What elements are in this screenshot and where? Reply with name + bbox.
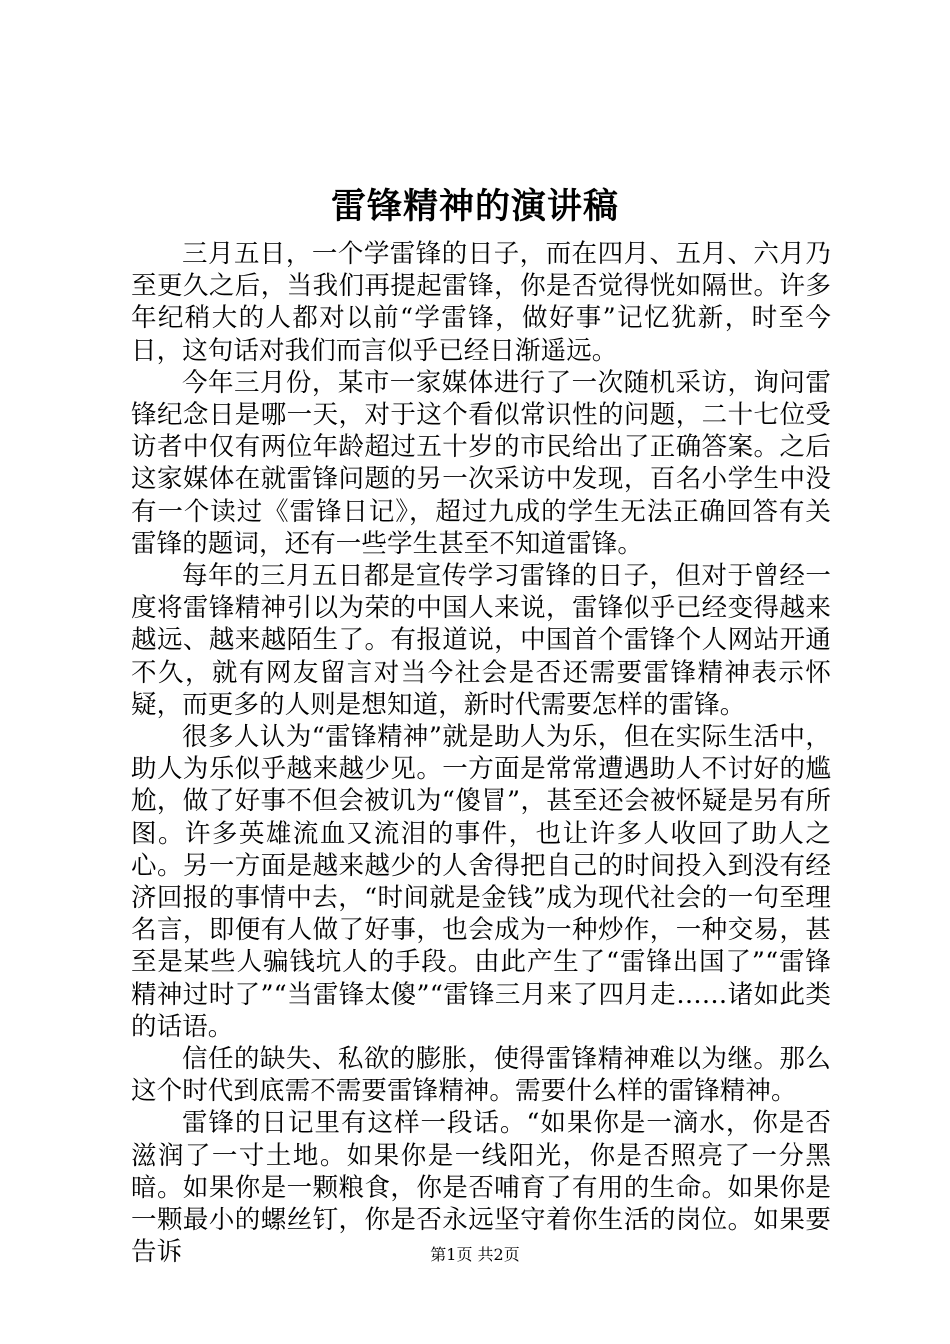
page-number-footer: 第1页 共2页 bbox=[430, 1245, 520, 1264]
paragraph-2: 今年三月份，某市一家媒体进行了一次随机采访，询问雷锋纪念日是哪一天，对于这个看似常识性的问题，二十七位受访者中仅有两位年龄超过五十岁的市民给出了正确答案。之后这家媒体在就雷锋问题的另一次采访中发现，百名小学生中没有一个读过《雷锋日记》，超过九成的学生无法正确回答有关雷锋的题词，还有一些学生甚至不知道雷锋。 bbox=[131, 367, 831, 559]
paragraph-5: 信任的缺失、私欲的膨胀，使得雷锋精神难以为继。那么这个时代到底需不需要雷锋精神。需要什么样的雷锋精神。 bbox=[131, 1044, 831, 1107]
paragraph-6: 雷锋的日记里有这样一段话。“如果你是一滴水，你是否滋润了一寸土地。如果你是一线阳光，你是否照亮了一分黑暗。如果你是一颗粮食，你是否哺育了有用的生命。如果你是一颗最小的螺丝钉，你是否永远坚守着你生活的岗位。如果要告诉 bbox=[131, 1108, 831, 1268]
document-title: 雷锋精神的演讲稿 bbox=[330, 186, 619, 227]
paragraph-1: 三月五日，一个学雷锋的日子，而在四月、五月、六月乃至更久之后，当我们再提起雷锋，你是否觉得恍如隔世。许多年纪稍大的人都对以前“学雷锋，做好事”记忆犹新，时至今日，这句话对我们而言似乎已经日渐遥远。 bbox=[131, 239, 831, 366]
paragraph-4: 很多人认为“雷锋精神”就是助人为乐，但在实际生活中，助人为乐似乎越来越少见。一方面是常常遭遇助人不讨好的尴尬，做了好事不但会被讥为“傻冒”，甚至还会被怀疑是另有所图。许多英雄流血又流泪的事件，也让许多人收回了助人之心。另一方面是越来越少的人舍得把自己的时间投入到没有经济回报的事情中去，“时间就是金钱”成为现代社会的一句至理名言，即便有人做了好事，也会成为一种炒作，一种交易，甚至是某些人骗钱坑人的手段。由此产生了“雷锋出国了”“雷锋精神过时了”“当雷锋太傻”“雷锋三月来了四月走……诸如此类的话语。 bbox=[131, 722, 831, 1042]
paragraph-3: 每年的三月五日都是宣传学习雷锋的日子，但对于曾经一度将雷锋精神引以为荣的中国人来说，雷锋似乎已经变得越来越远、越来越陌生了。有报道说，中国首个雷锋个人网站开通不久，就有网友留言对当今社会是否还需要雷锋精神表示怀疑，而更多的人则是想知道，新时代需要怎样的雷锋。 bbox=[131, 561, 831, 720]
document-body bbox=[131, 238, 831, 1269]
